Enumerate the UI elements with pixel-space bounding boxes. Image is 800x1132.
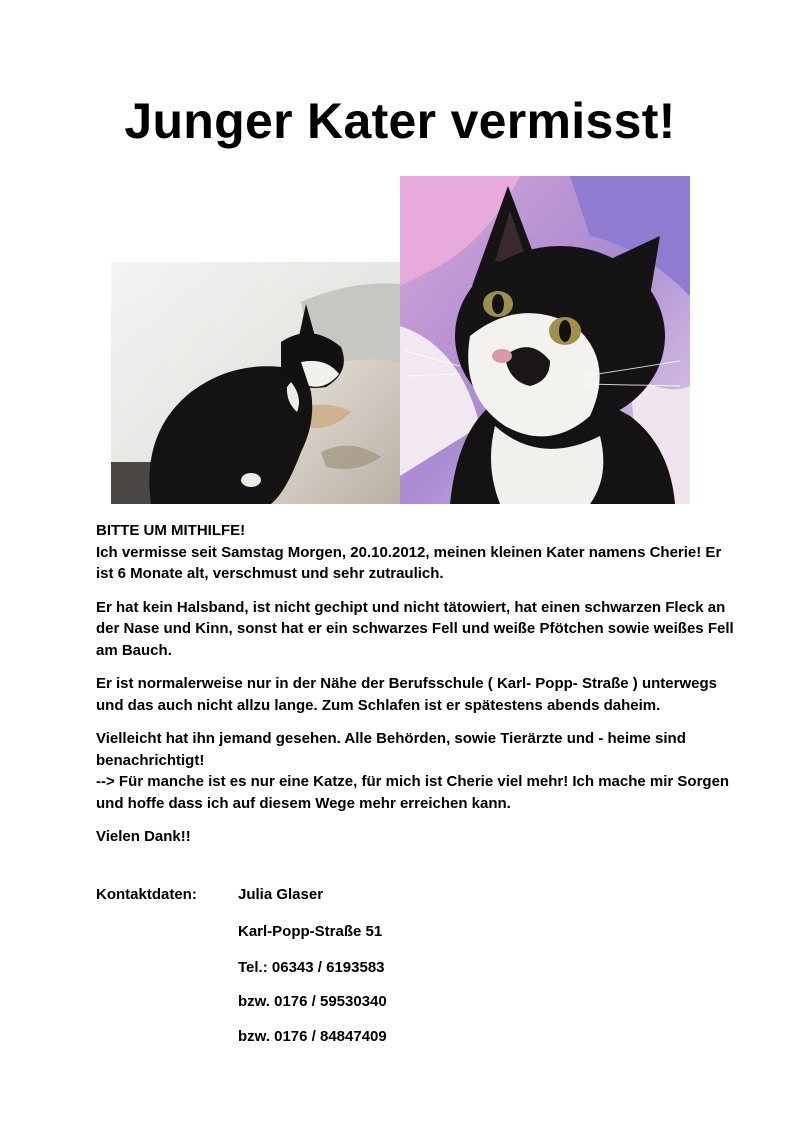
contact-label: Kontaktdaten: [96,886,197,903]
contact-phone: Tel.: 06343 / 6193583 [238,959,385,976]
poster-body [96,520,736,860]
authorities-paragraph: Vielleicht hat ihn jemand gesehen. Alle Behörden, sowie Tierärzte und - heime sind benachrichtigt! [96,730,686,769]
help-heading: BITTE UM MITHILFE! [96,522,246,539]
contact-name: Julia Glaser [238,886,324,903]
whereabouts-paragraph: Er ist normalerweise nur in der Nähe der Berufsschule ( Karl- Popp- Straße ) unterwegs und das auch nicht allzu lange. Zum Schlafen ist er spätestens abends daheim. [96,675,717,714]
thanks-line: Vielen Dank!! [96,828,191,845]
kitten-sleeping-photo [111,262,401,504]
contact-street: Karl-Popp-Straße 51 [238,923,383,940]
contact-mobile-1: bzw. 0176 / 59530340 [238,993,387,1010]
poster-title: Junger Kater vermisst! [124,93,676,149]
appeal-paragraph: --> Für manche ist es nur eine Katze, für mich ist Cherie viel mehr! Ich mache mir Sorgen und hoffe dass ich auf diesem Wege mehr erreichen kann. [96,773,730,812]
missing-since-paragraph: Ich vermisse seit Samstag Morgen, 20.10.2012, meinen kleinen Kater namens Cherie! Er ist 6 Monate alt, verschmust und sehr zutraulich. [96,543,722,582]
contact-mobile-2: bzw. 0176 / 84847409 [238,1028,387,1045]
description-paragraph: Er hat kein Halsband, ist nicht gechipt und nicht tätowiert, hat einen schwarzen Fleck an der Nase und Kinn, sonst hat er ein schwarzes Fell und weiße Pfötchen sowie weißes Fell am Bauch. [96,598,734,659]
kitten-portrait-photo [400,176,690,504]
